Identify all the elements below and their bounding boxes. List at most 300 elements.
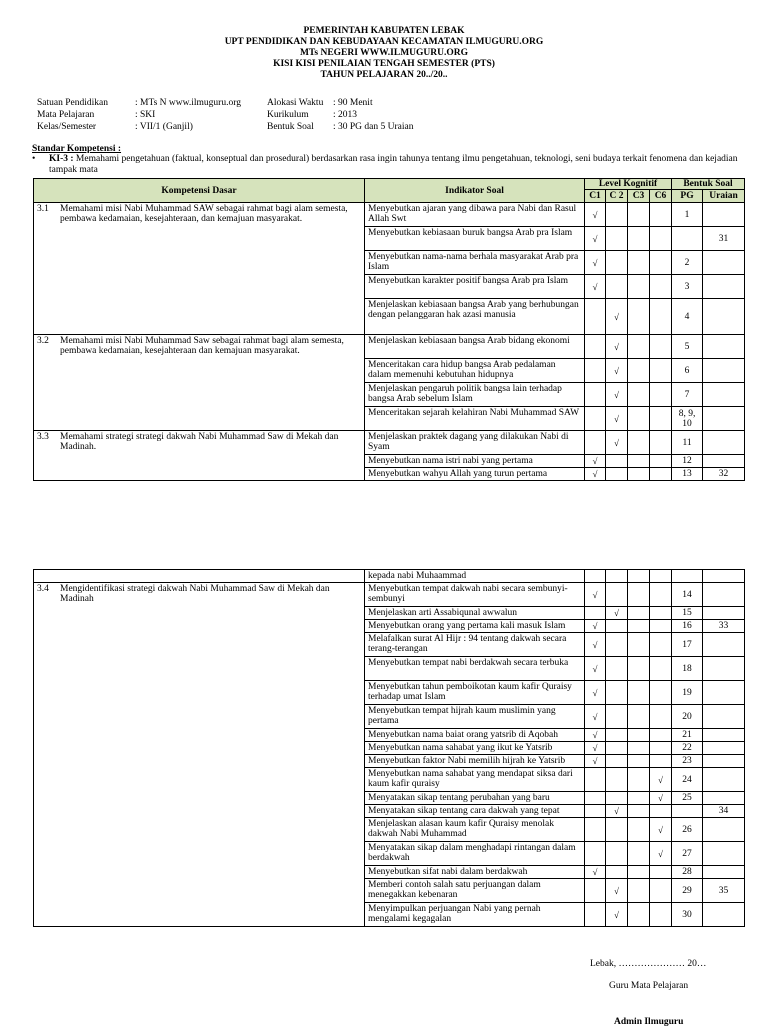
level-c6-cell <box>650 768 672 792</box>
indikator-cell: Menyebutkan nama baiat orang yatsrib di Aqobah <box>365 729 585 742</box>
uraian-number-cell <box>703 729 745 742</box>
checkmark-icon: √ <box>592 621 598 631</box>
level-c6-cell <box>650 468 672 481</box>
kompetensi-dasar-cell <box>34 335 365 431</box>
level-c1-cell <box>585 768 606 792</box>
level-c1-cell <box>585 866 606 879</box>
col-pg: PG <box>672 190 703 203</box>
ki-text: Memahami pengetahuan (faktual, konseptual dan prosedural) berdasarkan rasa ingin tahunya tentang ilmu pengetahuan, teknologi, seni budaya terkait fenomena dan kejadian tampak mata <box>49 154 738 175</box>
level-c3-cell <box>628 742 650 755</box>
indikator-cell: Menyebutkan orang yang pertama kali masuk Islam <box>365 620 585 633</box>
level-c2-cell <box>606 620 628 633</box>
pg-number-cell: 20 <box>672 705 703 729</box>
level-c6-cell <box>650 607 672 620</box>
checkmark-icon: √ <box>614 365 619 376</box>
kd-number: 3.2 <box>37 336 49 346</box>
level-c3-cell <box>628 818 650 842</box>
bullet-icon: • <box>32 154 36 164</box>
uraian-number-cell <box>703 383 745 407</box>
indikator-cell: Menyebutkan kebiasaan buruk bangsa Arab pra Islam <box>365 227 585 251</box>
col-c3: C3 <box>628 190 650 203</box>
level-c2-cell <box>606 335 628 359</box>
indikator-cell: Menjelaskan praktek dagang yang dilakukan Nabi di Syam <box>365 431 585 455</box>
level-c1-cell <box>585 792 606 805</box>
level-c2-cell <box>606 431 628 455</box>
alokasi-value: : 90 Menit <box>333 98 373 108</box>
kd-number: 3.3 <box>37 432 49 442</box>
uraian-number-cell <box>703 903 745 927</box>
level-c6-cell <box>650 742 672 755</box>
level-c2-cell <box>606 227 628 251</box>
level-c2-cell <box>606 768 628 792</box>
level-c6-cell <box>650 633 672 657</box>
level-c2-cell <box>606 383 628 407</box>
checkmark-icon: √ <box>614 437 619 448</box>
indikator-cell: Menyebutkan nama-nama berhala masyarakat Arab pra Islam <box>365 251 585 275</box>
uraian-number-cell <box>703 583 745 607</box>
level-c3-cell <box>628 805 650 818</box>
indikator-cell: Menceritakan sejarah kelahiran Nabi Muhammad SAW <box>365 407 585 431</box>
checkmark-icon: √ <box>614 608 619 618</box>
level-c6-cell <box>650 681 672 705</box>
pg-number-cell: 18 <box>672 657 703 681</box>
empty-cell <box>703 570 745 583</box>
checkmark-icon: √ <box>614 806 619 816</box>
level-c3-cell <box>628 455 650 468</box>
pg-number-cell: 15 <box>672 607 703 620</box>
uraian-number-cell <box>703 755 745 768</box>
pg-number-cell: 26 <box>672 818 703 842</box>
col-c1: C1 <box>585 190 606 203</box>
level-c6-cell <box>650 583 672 607</box>
level-c1-cell <box>585 203 606 227</box>
level-c6-cell <box>650 431 672 455</box>
kd-text: Memahami strategi strategi dakwah Nabi Muhammad Saw di Mekah dan Madinah. <box>60 432 339 452</box>
kelas-label: Kelas/Semester <box>37 122 97 132</box>
table-row <box>34 431 745 455</box>
pg-number-cell: 27 <box>672 842 703 866</box>
empty-cell <box>628 570 650 583</box>
level-c3-cell <box>628 705 650 729</box>
empty-cell <box>585 570 606 583</box>
checkmark-icon: √ <box>614 885 619 896</box>
checkmark-icon: √ <box>592 867 598 877</box>
checkmark-icon: √ <box>592 589 598 600</box>
indikator-cell: Menjelaskan pengaruh politik bangsa lain terhadap bangsa Arab sebelum Islam <box>365 383 585 407</box>
empty-cell <box>650 570 672 583</box>
level-c6-cell <box>650 359 672 383</box>
header-line-4: KISI KISI PENILAIAN TENGAH SEMESTER (PTS) <box>273 59 495 69</box>
uraian-number-cell <box>703 681 745 705</box>
level-c6-cell <box>650 227 672 251</box>
level-c2-cell <box>606 729 628 742</box>
uraian-number-cell <box>703 657 745 681</box>
level-c6-cell <box>650 299 672 335</box>
uraian-number-cell <box>703 607 745 620</box>
level-c6-cell <box>650 879 672 903</box>
checkmark-icon: √ <box>614 311 619 322</box>
level-c2-cell <box>606 359 628 383</box>
level-c3-cell <box>628 275 650 299</box>
level-c6-cell <box>650 705 672 729</box>
indikator-cell: Menyebutkan sifat nabi dalam berdakwah <box>365 866 585 879</box>
level-c3-cell <box>628 842 650 866</box>
checkmark-icon: √ <box>592 743 598 753</box>
level-c2-cell <box>606 468 628 481</box>
checkmark-icon: √ <box>592 756 598 766</box>
checkmark-icon: √ <box>592 281 598 292</box>
pg-number-cell: 13 <box>672 468 703 481</box>
kd-text: Memahami misi Nabi Muhammad Saw sebagai rahmat bagi alam semesta, pembawa kedamaian, kesejahteraan dan kemajuan masyarakat. <box>60 336 344 356</box>
uraian-number-cell <box>703 335 745 359</box>
uraian-number-cell: 31 <box>703 227 745 251</box>
info-block <box>37 97 413 133</box>
level-c6-cell <box>650 407 672 431</box>
level-c3-cell <box>628 335 650 359</box>
bentuk-value: : 30 PG dan 5 Uraian <box>333 122 414 132</box>
kisi-table-page-2 <box>33 569 745 927</box>
uraian-number-cell <box>703 792 745 805</box>
level-c1-cell <box>585 383 606 407</box>
footer-name: Admin Ilmuguru <box>614 1017 684 1027</box>
level-c3-cell <box>628 383 650 407</box>
level-c2-cell <box>606 633 628 657</box>
level-c2-cell <box>606 607 628 620</box>
level-c1-cell <box>585 299 606 335</box>
checkmark-icon: √ <box>592 469 598 479</box>
level-c1-cell <box>585 657 606 681</box>
level-c1-cell <box>585 842 606 866</box>
pg-number-cell: 1 <box>672 203 703 227</box>
checkmark-icon: √ <box>592 257 598 268</box>
uraian-number-cell <box>703 768 745 792</box>
level-c3-cell <box>628 203 650 227</box>
level-c3-cell <box>628 792 650 805</box>
kd-text: Memahami misi Nabi Muhammad SAW sebagai rahmat bagi alam semesta, pembawa kedamaian, kesejahteraan, dan kemajuan masyarakat. <box>60 204 348 224</box>
kelas-value: : VII/1 (Ganjil) <box>135 122 193 132</box>
level-c2-cell <box>606 681 628 705</box>
level-c3-cell <box>628 607 650 620</box>
header-line-2: UPT PENDIDIKAN DAN KEBUDAYAAN KECAMATAN ILMUGURU.ORG <box>224 37 544 47</box>
level-c2-cell <box>606 583 628 607</box>
pg-number-cell: 16 <box>672 620 703 633</box>
pg-number-cell: 4 <box>672 299 703 335</box>
pg-number-cell: 23 <box>672 755 703 768</box>
level-c3-cell <box>628 879 650 903</box>
uraian-number-cell: 33 <box>703 620 745 633</box>
pg-number-cell <box>672 805 703 818</box>
mapel-value: : SKI <box>135 110 156 120</box>
level-c3-cell <box>628 768 650 792</box>
level-c3-cell <box>628 681 650 705</box>
pg-number-cell: 29 <box>672 879 703 903</box>
level-c3-cell <box>628 407 650 431</box>
header-line-3: MTs NEGERI WWW.ILMUGURU.ORG <box>299 48 469 58</box>
uraian-number-cell: 32 <box>703 468 745 481</box>
level-c3-cell <box>628 755 650 768</box>
pg-number-cell: 8, 9, 10 <box>672 407 703 431</box>
pg-number-cell: 30 <box>672 903 703 927</box>
level-c1-cell <box>585 818 606 842</box>
level-c6-cell <box>650 251 672 275</box>
col-kompetensi-dasar: Kompetensi Dasar <box>34 179 365 203</box>
uraian-number-cell <box>703 842 745 866</box>
level-c1-cell <box>585 633 606 657</box>
indikator-cell: Menyebutkan nama sahabat yang ikut ke Yatsrib <box>365 742 585 755</box>
checkmark-icon: √ <box>592 687 598 698</box>
level-c6-cell <box>650 203 672 227</box>
indikator-cell: Menjelaskan alasan kaum kafir Quraisy menolak dakwah Nabi Muhammad <box>365 818 585 842</box>
kurikulum-label: Kurikulum <box>267 110 309 120</box>
col-bentuk-soal: Bentuk Soal <box>672 179 745 190</box>
level-c6-cell <box>650 657 672 681</box>
level-c2-cell <box>606 705 628 729</box>
checkmark-icon: √ <box>614 909 619 920</box>
checkmark-icon: √ <box>592 209 598 220</box>
kisi-table-page-1 <box>33 178 745 481</box>
satuan-value: : MTs N www.ilmuguru.org <box>135 98 241 108</box>
kompetensi-dasar-cell <box>34 203 365 335</box>
level-c1-cell <box>585 620 606 633</box>
level-c3-cell <box>628 729 650 742</box>
pg-number-cell: 24 <box>672 768 703 792</box>
indikator-cell: Menjelaskan kebiasaan bangsa Arab yang berhubungan dengan pelanggaran hak azasi manusia <box>365 299 585 335</box>
indikator-cell: Menyebutkan ajaran yang dibawa para Nabi dan Rasul Allah Swt <box>365 203 585 227</box>
kompetensi-dasar-cell <box>34 583 365 927</box>
level-c1-cell <box>585 705 606 729</box>
level-c2-cell <box>606 818 628 842</box>
pg-number-cell: 14 <box>672 583 703 607</box>
kompetensi-dasar-cell <box>34 431 365 481</box>
level-c2-cell <box>606 275 628 299</box>
checkmark-icon: √ <box>614 341 619 352</box>
uraian-number-cell <box>703 455 745 468</box>
checkmark-icon: √ <box>592 711 598 722</box>
pg-number-cell: 22 <box>672 742 703 755</box>
level-c2-cell <box>606 251 628 275</box>
col-level-kognitif: Level Kognitif <box>585 179 672 190</box>
col-uraian: Uraian <box>703 190 745 203</box>
level-c1-cell <box>585 681 606 705</box>
checkmark-icon: √ <box>592 233 598 244</box>
indikator-cell: Menjelaskan arti Assabiqunal awwalun <box>365 607 585 620</box>
indikator-cell: Menjelaskan kebiasaan bangsa Arab bidang ekonomi <box>365 335 585 359</box>
level-c3-cell <box>628 299 650 335</box>
level-c1-cell <box>585 742 606 755</box>
indikator-cell: Menyimpulkan perjuangan Nabi yang pernah mengalami kegagalan <box>365 903 585 927</box>
table-row <box>34 335 745 359</box>
table-row <box>34 203 745 227</box>
col-c2: C 2 <box>606 190 628 203</box>
pg-number-cell: 6 <box>672 359 703 383</box>
level-c3-cell <box>628 431 650 455</box>
checkmark-icon: √ <box>592 663 598 674</box>
level-c6-cell <box>650 866 672 879</box>
level-c6-cell <box>650 805 672 818</box>
level-c3-cell <box>628 359 650 383</box>
kurikulum-value: : 2013 <box>333 110 358 120</box>
header-line-5: TAHUN PELAJARAN 20../20.. <box>320 70 448 80</box>
level-c1-cell <box>585 251 606 275</box>
indikator-cell: kepada nabi Muhaammad <box>365 570 585 583</box>
satuan-label: Satuan Pendidikan <box>37 98 108 108</box>
level-c2-cell <box>606 879 628 903</box>
level-c1-cell <box>585 879 606 903</box>
uraian-number-cell <box>703 203 745 227</box>
level-c3-cell <box>628 620 650 633</box>
uraian-number-cell: 34 <box>703 805 745 818</box>
level-c3-cell <box>628 903 650 927</box>
pg-number-cell: 11 <box>672 431 703 455</box>
pg-number-cell: 28 <box>672 866 703 879</box>
level-c1-cell <box>585 805 606 818</box>
level-c2-cell <box>606 755 628 768</box>
level-c6-cell <box>650 842 672 866</box>
level-c6-cell <box>650 620 672 633</box>
uraian-number-cell <box>703 705 745 729</box>
checkmark-icon: √ <box>658 793 663 803</box>
col-indikator-soal: Indikator Soal <box>365 179 585 203</box>
level-c2-cell <box>606 792 628 805</box>
level-c1-cell <box>585 431 606 455</box>
pg-number-cell <box>672 227 703 251</box>
checkmark-icon: √ <box>592 730 598 740</box>
level-c1-cell <box>585 227 606 251</box>
checkmark-icon: √ <box>592 639 598 650</box>
uraian-number-cell <box>703 742 745 755</box>
footer-role: Guru Mata Pelajaran <box>609 981 689 991</box>
bentuk-label: Bentuk Soal <box>267 122 314 132</box>
empty-cell <box>606 570 628 583</box>
document-header <box>0 26 768 81</box>
level-c6-cell <box>650 455 672 468</box>
pg-number-cell: 3 <box>672 275 703 299</box>
pg-number-cell: 7 <box>672 383 703 407</box>
level-c1-cell <box>585 455 606 468</box>
uraian-number-cell <box>703 359 745 383</box>
indikator-cell: Menyebutkan tempat nabi berdakwah secara terbuka <box>365 657 585 681</box>
uraian-number-cell <box>703 818 745 842</box>
level-c1-cell <box>585 755 606 768</box>
uraian-number-cell <box>703 431 745 455</box>
level-c6-cell <box>650 903 672 927</box>
level-c3-cell <box>628 866 650 879</box>
footer-place-date: Lebak, ………………… 20… <box>590 959 707 969</box>
pg-number-cell: 2 <box>672 251 703 275</box>
indikator-cell: Menyebutkan tempat hijrah kaum muslimin yang pertama <box>365 705 585 729</box>
kd-number: 3.4 <box>37 584 49 594</box>
kd-number: 3.1 <box>37 204 49 214</box>
level-c2-cell <box>606 455 628 468</box>
pg-number-cell: 25 <box>672 792 703 805</box>
ki-label: KI-3 : <box>49 154 74 164</box>
level-c2-cell <box>606 203 628 227</box>
level-c2-cell <box>606 407 628 431</box>
level-c6-cell <box>650 383 672 407</box>
checkmark-icon: √ <box>614 413 619 424</box>
table-row <box>34 570 745 583</box>
checkmark-icon: √ <box>614 389 619 400</box>
checkmark-icon: √ <box>658 848 663 859</box>
level-c2-cell <box>606 842 628 866</box>
empty-cell <box>672 570 703 583</box>
pg-number-cell: 19 <box>672 681 703 705</box>
level-c3-cell <box>628 251 650 275</box>
uraian-number-cell <box>703 299 745 335</box>
kd-text: Mengidentifikasi strategi dakwah Nabi Muhammad Saw di Mekah dan Madinah <box>60 584 330 604</box>
uraian-number-cell <box>703 251 745 275</box>
uraian-number-cell <box>703 275 745 299</box>
indikator-cell: Menyatakan sikap tentang cara dakwah yang tepat <box>365 805 585 818</box>
pg-number-cell: 21 <box>672 729 703 742</box>
level-c3-cell <box>628 227 650 251</box>
indikator-cell: Menyatakan sikap dalam menghadapi rintangan dalam berdakwah <box>365 842 585 866</box>
checkmark-icon: √ <box>658 774 663 785</box>
level-c2-cell <box>606 805 628 818</box>
indikator-cell: Melafalkan surat Al Hijr : 94 tentang dakwah secara terang-terangan <box>365 633 585 657</box>
indikator-cell: Menyebutkan wahyu Allah yang turun pertama <box>365 468 585 481</box>
level-c3-cell <box>628 468 650 481</box>
level-c6-cell <box>650 275 672 299</box>
level-c1-cell <box>585 583 606 607</box>
level-c1-cell <box>585 903 606 927</box>
level-c1-cell <box>585 729 606 742</box>
level-c3-cell <box>628 657 650 681</box>
level-c2-cell <box>606 657 628 681</box>
uraian-number-cell <box>703 866 745 879</box>
level-c6-cell <box>650 335 672 359</box>
level-c1-cell <box>585 407 606 431</box>
uraian-number-cell: 35 <box>703 879 745 903</box>
indikator-cell: Menyebutkan nama sahabat yang mendapat siksa dari kaum kafir quraisy <box>365 768 585 792</box>
kompetensi-dasar-cell <box>34 570 365 583</box>
level-c2-cell <box>606 866 628 879</box>
checkmark-icon: √ <box>592 456 598 466</box>
level-c3-cell <box>628 583 650 607</box>
header-line-1: PEMERINTAH KABUPATEN LEBAK <box>303 26 465 36</box>
level-c6-cell <box>650 792 672 805</box>
level-c1-cell <box>585 335 606 359</box>
level-c1-cell <box>585 275 606 299</box>
indikator-cell: Menyebutkan faktor Nabi memilih hijrah ke Yatsrib <box>365 755 585 768</box>
level-c6-cell <box>650 755 672 768</box>
pg-number-cell: 17 <box>672 633 703 657</box>
indikator-cell: Memberi contoh salah satu perjuangan dalam menegakkan kebenaran <box>365 879 585 903</box>
indikator-cell: Menceritakan cara hidup bangsa Arab pedalaman dalam memenuhi kebutuhan hidupnya <box>365 359 585 383</box>
level-c1-cell <box>585 359 606 383</box>
level-c3-cell <box>628 633 650 657</box>
indikator-cell: Menyebutkan tahun pemboikotan kaum kafir Quraisy terhadap umat Islam <box>365 681 585 705</box>
checkmark-icon: √ <box>658 824 663 835</box>
level-c1-cell <box>585 607 606 620</box>
mapel-label: Mata Pelajaran <box>37 110 95 120</box>
uraian-number-cell <box>703 633 745 657</box>
indikator-cell: Menyatakan sikap tentang perubahan yang baru <box>365 792 585 805</box>
ki-3-item <box>32 154 744 176</box>
indikator-cell: Menyebutkan nama istri nabi yang pertama <box>365 455 585 468</box>
pg-number-cell: 5 <box>672 335 703 359</box>
level-c1-cell <box>585 468 606 481</box>
level-c2-cell <box>606 903 628 927</box>
level-c2-cell <box>606 742 628 755</box>
indikator-cell: Menyebutkan tempat dakwah nabi secara sembunyi-sembunyi <box>365 583 585 607</box>
col-c6: C6 <box>650 190 672 203</box>
table-row <box>34 583 745 607</box>
alokasi-label: Alokasi Waktu <box>267 98 324 108</box>
level-c2-cell <box>606 299 628 335</box>
standar-kompetensi-title: Standar Kompetensi : <box>32 144 122 154</box>
pg-number-cell: 12 <box>672 455 703 468</box>
